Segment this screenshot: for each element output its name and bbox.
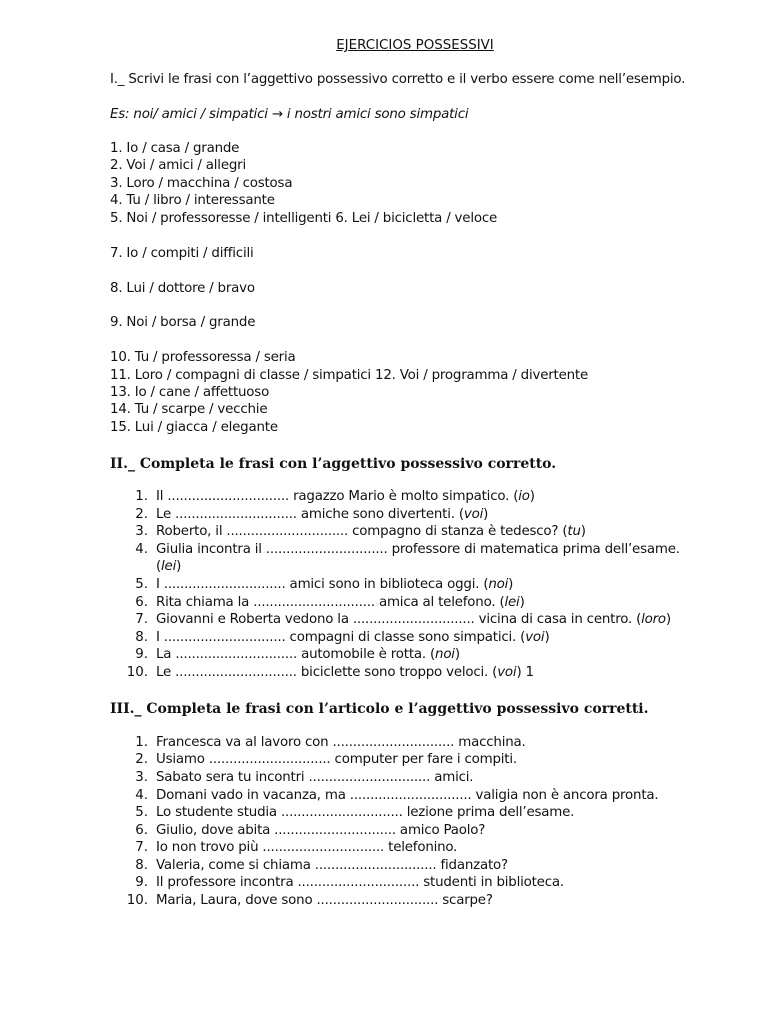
section1-item: 9. Noi / borsa / grande xyxy=(110,315,256,330)
section1-heading: I._ Scrivi le frasi con l’aggettivo possessivo corretto e il verbo essere come nell’esempio. xyxy=(110,72,686,87)
list-item xyxy=(156,541,680,559)
list-item xyxy=(156,664,534,682)
item-text: Giovanni e Roberta vedono la .............................. vicina di casa in centro. ( xyxy=(156,612,642,627)
list-item: Valeria, come si chiama .............................. fidanzato? xyxy=(156,858,508,873)
section1-item: 15. Lui / giacca / elegante xyxy=(110,420,278,435)
list-item xyxy=(156,506,488,524)
list-item xyxy=(156,488,535,506)
section3-heading: III._ Completa le frasi con l’articolo e l’aggettivo possessivo corretti. xyxy=(110,701,649,717)
section1-item: 2. Voi / amici / allegri xyxy=(110,158,246,173)
list-number: 1. xyxy=(135,489,148,504)
list-number: 8. xyxy=(135,858,148,873)
item-text: I .............................. compagni di classe sono simpatici. ( xyxy=(156,630,526,645)
list-item: Sabato sera tu incontri .............................. amici. xyxy=(156,770,474,785)
item-hint: noi xyxy=(435,647,455,662)
item-text-end: ) xyxy=(544,630,550,645)
item-text: ( xyxy=(156,559,162,574)
item-text: Le .............................. biciclette sono troppo veloci. ( xyxy=(156,665,498,680)
item-text: Le .............................. amiche sono divertenti. ( xyxy=(156,507,464,522)
list-item xyxy=(156,611,671,629)
list-number: 10. xyxy=(126,893,148,908)
section1-item: 3. Loro / macchina / costosa xyxy=(110,176,293,191)
list-item-continuation xyxy=(156,558,181,576)
list-number: 5. xyxy=(135,805,148,820)
item-text: I .............................. amici sono in biblioteca oggi. ( xyxy=(156,577,489,592)
list-number: 7. xyxy=(135,840,148,855)
arrow-icon: → xyxy=(271,107,283,122)
item-text-end: ) xyxy=(529,489,535,504)
item-hint: tu xyxy=(567,524,581,539)
list-number: 2. xyxy=(135,507,148,522)
item-text-end: ) xyxy=(580,524,586,539)
list-number: 4. xyxy=(135,542,148,557)
item-hint: noi xyxy=(488,577,509,592)
section1-item: 1. Io / casa / grande xyxy=(110,141,240,156)
item-text: Roberto, il .............................. compagno di stanza è tedesco? ( xyxy=(156,524,568,539)
list-item: Lo studente studia .............................. lezione prima dell’esame. xyxy=(156,805,575,820)
list-number: 4. xyxy=(135,788,148,803)
item-text-end: ) xyxy=(176,559,182,574)
page-title: EJERCICIOS POSSESSIVI xyxy=(336,38,494,53)
item-text: La .............................. automobile è rotta. ( xyxy=(156,647,436,662)
list-number: 5. xyxy=(135,577,148,592)
item-text: Giulia incontra il .............................. professore di matematica prima dell’esame. xyxy=(156,542,680,557)
section1-item: 7. Io / compiti / difficili xyxy=(110,246,254,261)
item-text-end: ) 1 xyxy=(516,665,534,680)
item-text-end: ) xyxy=(483,507,489,522)
item-hint: lei xyxy=(161,559,177,574)
list-number: 6. xyxy=(135,595,148,610)
list-number: 2. xyxy=(135,752,148,767)
list-item: Giulio, dove abita .............................. amico Paolo? xyxy=(156,823,486,838)
list-number: 9. xyxy=(135,647,148,662)
item-hint: loro xyxy=(641,612,666,627)
list-number: 8. xyxy=(135,630,148,645)
list-number: 1. xyxy=(135,735,148,750)
section1-item: 13. Io / cane / affettuoso xyxy=(110,385,270,400)
list-item xyxy=(156,629,549,647)
item-text: Rita chiama la .............................. amica al telefono. ( xyxy=(156,595,505,610)
section2-heading: II._ Completa le frasi con l’aggettivo possessivo corretto. xyxy=(110,456,557,472)
list-number: 3. xyxy=(135,770,148,785)
list-number: 3. xyxy=(135,524,148,539)
list-item xyxy=(156,646,460,664)
item-text: Il .............................. ragazzo Mario è molto simpatico. ( xyxy=(156,489,519,504)
section1-item: 10. Tu / professoressa / seria xyxy=(110,350,296,365)
item-hint: io xyxy=(518,489,530,504)
list-number: 9. xyxy=(135,875,148,890)
item-text-end: ) xyxy=(508,577,514,592)
item-text-end: ) xyxy=(519,595,525,610)
item-text-end: ) xyxy=(454,647,460,662)
section1-item: 4. Tu / libro / interessante xyxy=(110,193,275,208)
item-hint: voi xyxy=(463,507,484,522)
list-item: Maria, Laura, dove sono .............................. scarpe? xyxy=(156,893,493,908)
example-prefix: Es: noi/ amici / simpatici xyxy=(110,107,272,122)
list-item: Io non trovo più .............................. telefonino. xyxy=(156,840,458,855)
item-hint: voi xyxy=(525,630,545,645)
list-number: 6. xyxy=(135,823,148,838)
section1-item: 8. Lui / dottore / bravo xyxy=(110,281,255,296)
section1-item: 11. Loro / compagni di classe / simpatici 12. Voi / programma / divertente xyxy=(110,368,588,383)
list-item: Francesca va al lavoro con .............................. macchina. xyxy=(156,735,526,750)
list-number: 10. xyxy=(126,665,148,680)
section1-example xyxy=(110,106,468,124)
list-item xyxy=(156,576,513,594)
list-item xyxy=(156,594,525,612)
list-item: Usiamo .............................. computer per fare i compiti. xyxy=(156,752,517,767)
list-item: Domani vado in vacanza, ma .............................. valigia non è ancora pronta. xyxy=(156,788,659,803)
example-suffix: i nostri amici sono simpatici xyxy=(282,107,469,122)
list-number: 7. xyxy=(135,612,148,627)
item-text-end: ) xyxy=(665,612,671,627)
section1-item: 14. Tu / scarpe / vecchie xyxy=(110,402,268,417)
item-hint: voi xyxy=(497,665,517,680)
list-item xyxy=(156,523,586,541)
item-hint: lei xyxy=(504,595,520,610)
section1-item: 5. Noi / professoresse / intelligenti 6. Lei / bicicletta / veloce xyxy=(110,211,498,226)
list-item: Il professore incontra .............................. studenti in biblioteca. xyxy=(156,875,564,890)
